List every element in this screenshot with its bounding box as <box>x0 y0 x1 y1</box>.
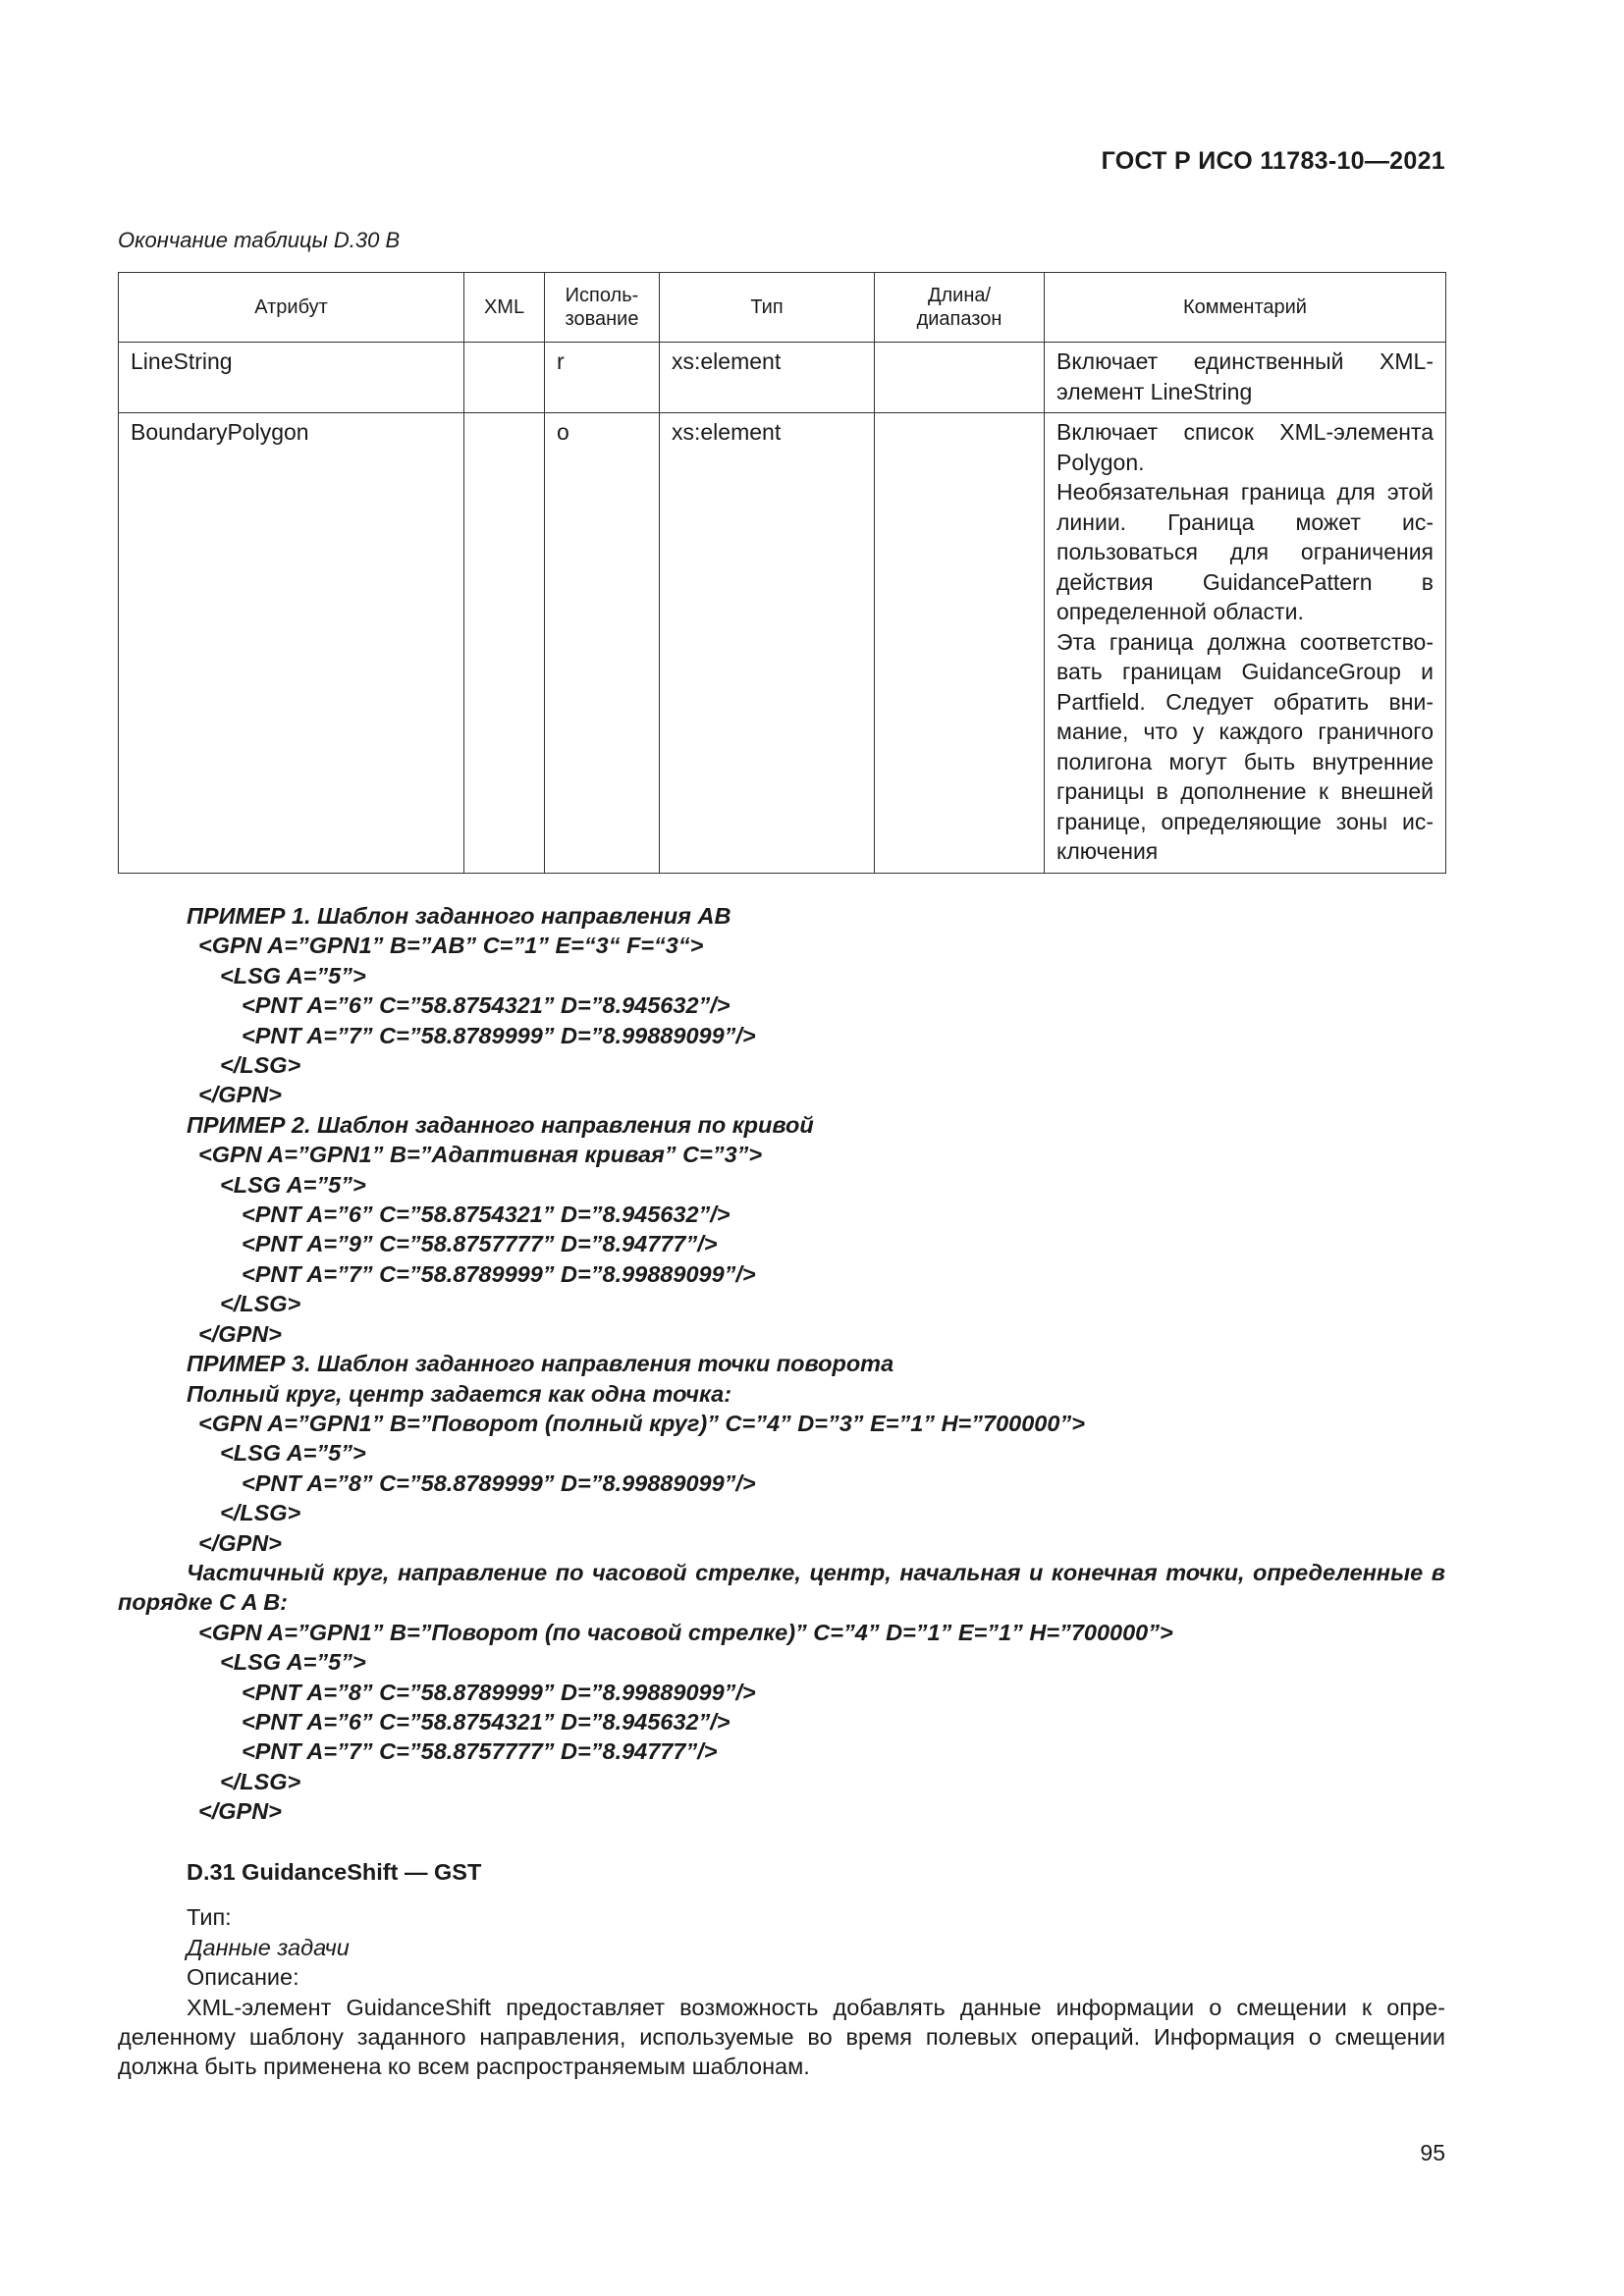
cell-attribute: BoundaryPolygon <box>119 413 464 874</box>
cell-attribute: LineString <box>119 343 464 413</box>
type-value: Данные задачи <box>187 1934 350 1960</box>
cell-usage: o <box>545 413 660 874</box>
code-line: </LSG> <box>220 1052 301 1079</box>
code-line: <LSG A=”5”> <box>220 1440 366 1467</box>
column-header: Комментарий <box>1045 273 1446 343</box>
code-line: </GPN> <box>198 1082 282 1108</box>
code-line: <PNT A=”6” C=”58.8754321” D=”8.945632”/> <box>242 1201 731 1228</box>
code-line: <LSG A=”5”> <box>220 962 366 988</box>
code-line: </LSG> <box>220 1291 301 1317</box>
example-3-title: ПРИМЕР 3. Шаблон заданного направления точки поворота <box>187 1351 894 1377</box>
code-line: <PNT A=”7” C=”58.8757777” D=”8.94777”/> <box>242 1738 718 1765</box>
column-header: Тип <box>660 273 875 343</box>
code-line: <PNT A=”9” C=”58.8757777” D=”8.94777”/> <box>242 1231 718 1257</box>
code-line: </LSG> <box>220 1768 301 1794</box>
code-line: <GPN A=”GPN1” B=”Поворот (полный круг)” C=”4” D=”3” E=”1” H=”700000”> <box>198 1410 1085 1436</box>
description-label: Описание: <box>187 1964 299 1991</box>
code-line: <LSG A=”5”> <box>220 1171 366 1198</box>
code-line: <PNT A=”6” C=”58.8754321” D=”8.945632”/> <box>242 1708 731 1735</box>
attribute-table <box>118 272 1446 874</box>
code-line: </GPN> <box>198 1798 282 1825</box>
cell-type: xs:element <box>660 343 875 413</box>
cell-xml <box>464 413 545 874</box>
table-caption: Окончание таблицы D.30 B <box>118 228 401 252</box>
type-label: Тип: <box>187 1904 232 1931</box>
code-line: <GPN A=”GPN1” B=”Поворот (по часовой стрелке)” C=”4” D=”1” E=”1” H=”700000”> <box>198 1619 1173 1645</box>
example-3-subtitle: Полный круг, центр задается как одна точка: <box>187 1380 732 1407</box>
description-text: XML-элемент GuidanceShift предоставляет возможность добавлять данные информации о смещении к определенному шаблону заданного направления, используемые во время полевых операций. Информация о смещении должна быть применена ко всем распространяемым шаблонам. <box>118 1994 1445 2080</box>
code-line: <GPN A=”GPN1” B=”Адаптивная кривая” C=”3”> <box>198 1142 763 1168</box>
code-line: <GPN A=”GPN1” B=”AB” C=”1” E=“3“ F=“3“> <box>198 933 704 959</box>
column-header: Длина/ диапазон <box>875 273 1045 343</box>
code-line: <PNT A=”8” C=”58.8789999” D=”8.99889099”/> <box>242 1469 756 1496</box>
section-d31 <box>118 1857 1445 2082</box>
column-header: Исполь- зование <box>545 273 660 343</box>
code-line: </GPN> <box>198 1320 282 1347</box>
code-line: <LSG A=”5”> <box>220 1649 366 1676</box>
cell-xml <box>464 343 545 413</box>
code-line: <PNT A=”8” C=”58.8789999” D=”8.99889099”/> <box>242 1679 756 1705</box>
cell-comment: Включает единственный XML-элемент LineString <box>1045 343 1446 413</box>
cell-range <box>875 413 1045 874</box>
table-row <box>119 413 1446 874</box>
column-header: Атрибут <box>119 273 464 343</box>
code-line: <PNT A=”6” C=”58.8754321” D=”8.945632”/> <box>242 992 731 1019</box>
examples-block <box>118 901 1445 1827</box>
document-header: ГОСТ Р ИСО 11783-10—2021 <box>1101 147 1445 175</box>
code-line: </LSG> <box>220 1500 301 1526</box>
table-row <box>119 343 1446 413</box>
code-line: </GPN> <box>198 1529 282 1556</box>
cell-usage: r <box>545 343 660 413</box>
cell-type: xs:element <box>660 413 875 874</box>
example-3-partial-text: Частичный круг, направление по часовой стрелке, центр, начальная и конечная точки, определенные в порядке C A B: <box>118 1559 1445 1616</box>
cell-comment: Включает список XML-элемента Polygon. Необязательная граница для этой линии. Граница может использоваться для ограничения действия GuidancePattern в определенной области. Эта граница должна соответствовать границам GuidanceGroup и Partfield. Следует обратить внимание, что у каждого граничного полигона могут быть внутренние границы в дополнение к внешней границе, определяющие зоны исключения <box>1045 413 1446 874</box>
code-line: <PNT A=”7” C=”58.8789999” D=”8.99889099”/> <box>242 1260 756 1287</box>
page-number: 95 <box>1420 2140 1445 2165</box>
example-1-title: ПРИМЕР 1. Шаблон заданного направления AB <box>187 903 731 929</box>
section-title: D.31 GuidanceShift — GST <box>187 1859 482 1885</box>
cell-range <box>875 343 1045 413</box>
table-header-row <box>119 273 1446 343</box>
code-line: <PNT A=”7” C=”58.8789999” D=”8.99889099”/> <box>242 1022 756 1048</box>
column-header: XML <box>464 273 545 343</box>
example-2-title: ПРИМЕР 2. Шаблон заданного направления по кривой <box>187 1111 814 1138</box>
